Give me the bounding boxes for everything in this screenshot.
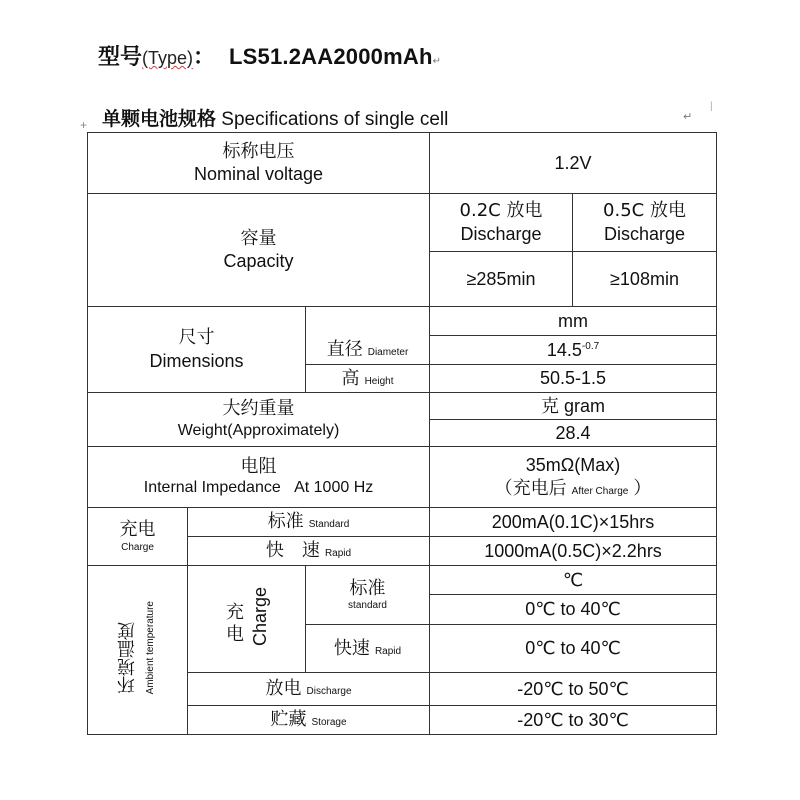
return-mark: ↵ — [683, 111, 693, 123]
charge-label: 充电 Charge — [88, 508, 188, 566]
margin-mark: | — [710, 101, 713, 112]
model-number: LS51.2AA2000mAh — [229, 44, 433, 69]
ambient-discharge-label: 放电 Discharge — [188, 673, 430, 706]
document-title — [98, 40, 441, 71]
diameter-value: $14.5^{-0.7}$ — [430, 336, 717, 365]
dimensions-blank — [306, 307, 430, 336]
dimensions-label: 尺寸 Dimensions — [88, 307, 306, 393]
capacity-02c-header: 0.2C 放电 Discharge — [430, 194, 573, 252]
ambient-standard-value: 0℃ to 40℃ — [430, 595, 717, 625]
ambient-storage-label: 贮藏 Storage — [188, 706, 430, 735]
type-label-cn: 型号 — [98, 45, 143, 70]
charge-rapid-label: 快 速 Rapid — [188, 537, 430, 566]
row-capacity — [88, 194, 717, 252]
capacity-02c-value: ≥285min — [430, 252, 573, 307]
height-value: 50.5-1.5 — [430, 365, 717, 393]
ambient-rapid-label: 快速 Rapid — [306, 625, 430, 673]
ambient-storage-value: -20℃ to 30℃ — [430, 706, 717, 735]
row-dimensions-unit — [88, 307, 717, 336]
capacity-label: 容量 Capacity — [88, 194, 430, 307]
nominal-voltage-value: 1.2V — [430, 133, 717, 194]
capacity-05c-value: ≥108min — [573, 252, 717, 307]
nominal-voltage-label: 标称电压 Nominal voltage — [88, 133, 430, 194]
impedance-label: 电阻 Internal Impedance At 1000 Hz — [88, 447, 430, 508]
impedance-value: 35mΩ(Max) （充电后 After Charge ） — [430, 447, 717, 508]
weight-value: 28.4 — [430, 420, 717, 447]
return-mark: ↵ — [432, 56, 441, 67]
weight-label: 大约重量 Weight(Approximately) — [88, 393, 430, 447]
spec-table — [87, 132, 717, 735]
weight-unit: 克 gram — [430, 393, 717, 420]
dimensions-unit: mm — [430, 307, 717, 336]
charge-rapid-value: 1000mA(0.5C)×2.2hrs — [430, 537, 717, 566]
title-colon: ： — [193, 44, 216, 69]
section-heading-cn: 单颗电池规格 — [102, 108, 217, 130]
row-weight-unit — [88, 393, 717, 420]
ambient-discharge-value: -20℃ to 50℃ — [430, 673, 717, 706]
diameter-label: 直径 Diameter — [306, 336, 430, 365]
section-heading-en: Specifications of single cell — [221, 109, 449, 130]
ambient-charge-label: 充电 Charge — [188, 566, 306, 673]
corner-mark: + — [80, 118, 88, 132]
row-charge-standard — [88, 508, 717, 537]
ambient-unit: ℃ — [430, 566, 717, 595]
ambient-rapid-value: 0℃ to 40℃ — [430, 625, 717, 673]
capacity-05c-header: 0.5C 放电 Discharge — [573, 194, 717, 252]
type-label-en: (Type) — [142, 48, 194, 68]
ambient-label: 环境温度 Ambient temperature — [88, 566, 188, 735]
height-label: 高 Height — [306, 365, 430, 393]
charge-standard-value: 200mA(0.1C)×15hrs — [430, 508, 717, 537]
row-impedance — [88, 447, 717, 508]
ambient-standard-label: 标准 standard — [306, 566, 430, 625]
section-heading — [102, 104, 448, 131]
row-ambient-unit — [88, 566, 717, 595]
row-nominal-voltage — [88, 133, 717, 194]
charge-standard-label: 标准 Standard — [188, 508, 430, 537]
